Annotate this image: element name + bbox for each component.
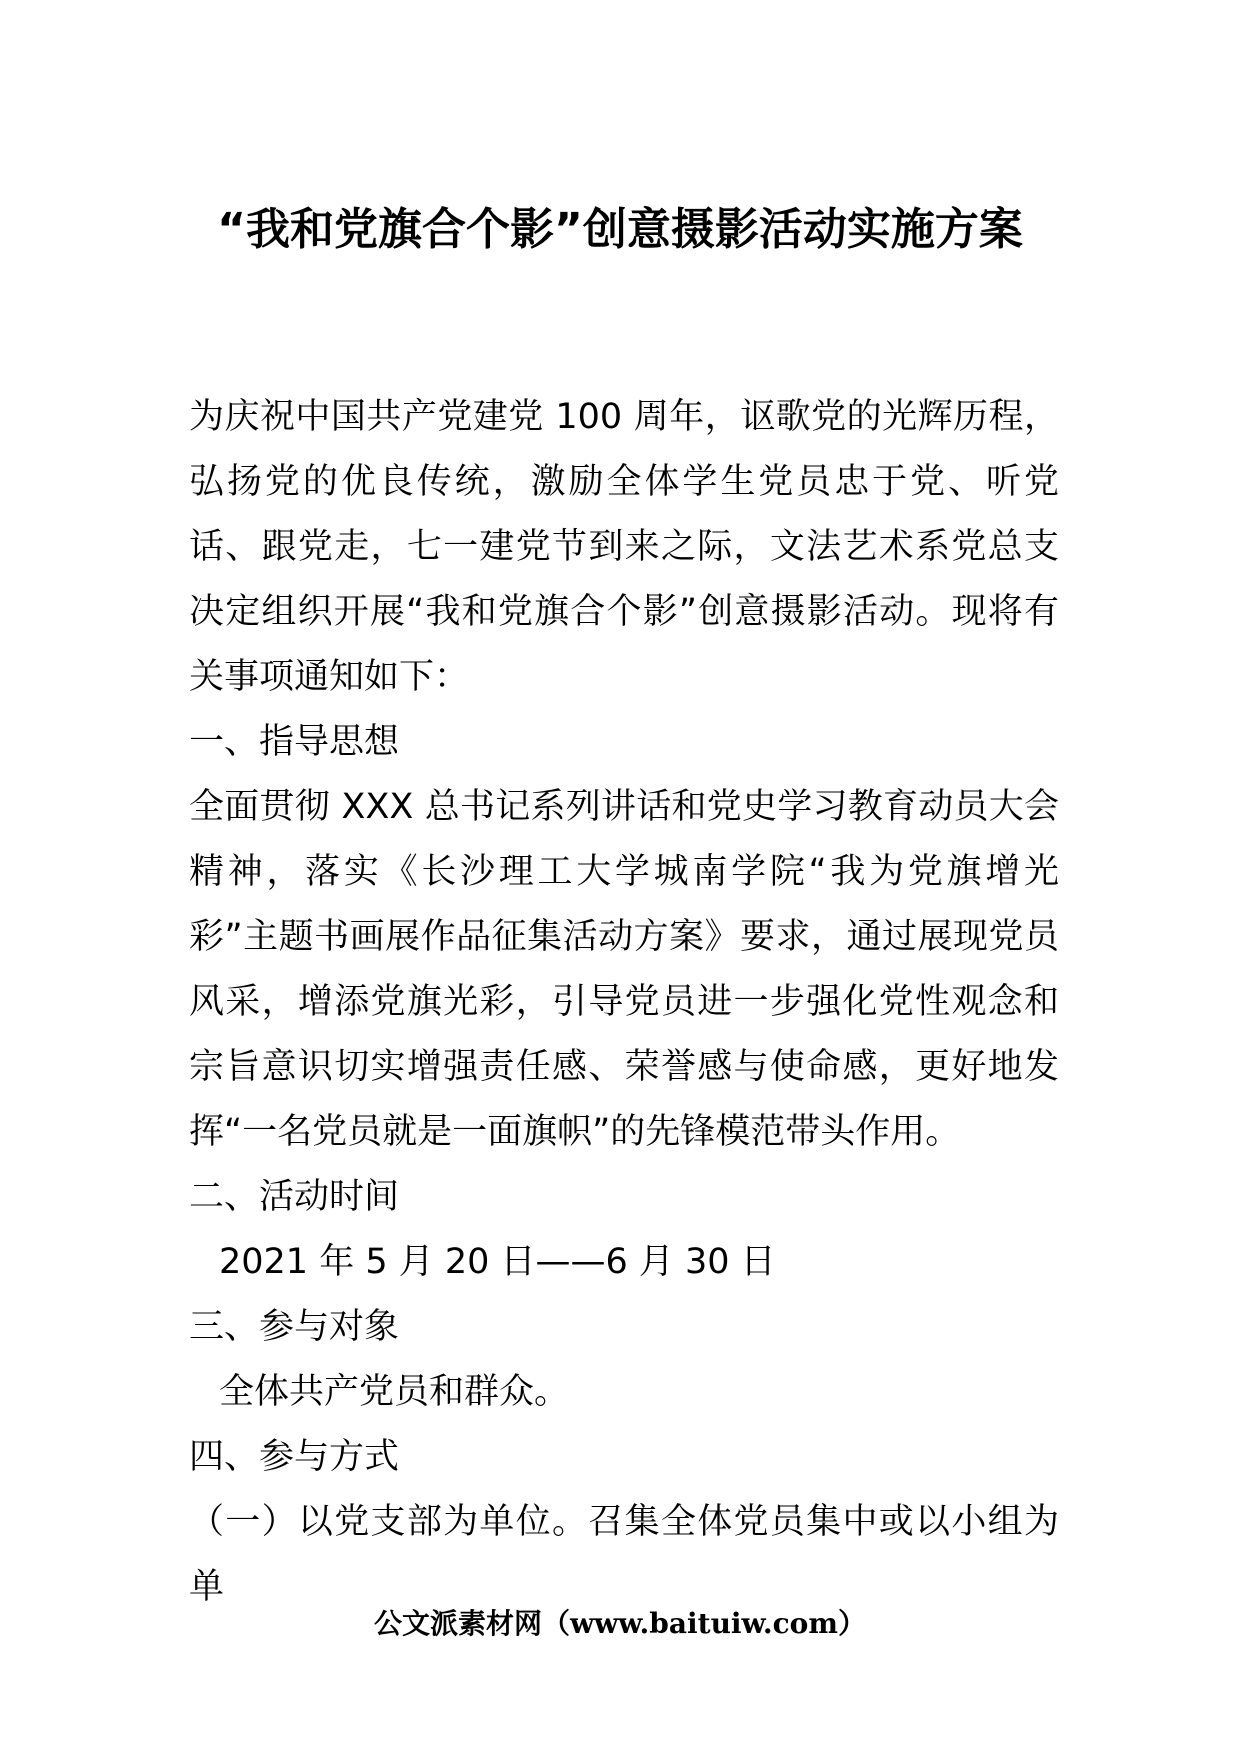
intro-paragraph: 为庆祝中国共产党建党 100 周年，讴歌党的光辉历程，弘扬党的优良传统，激励全体学生党员忠于党、听党话、跟党走，七一建党节到来之际，文法艺术系党总支决定组织开展“我和党旗合个影”创意摄影活动。现将有关事项通知如下： xyxy=(189,397,1059,697)
section-heading-guiding-thought: 一、指导思想 xyxy=(189,722,400,762)
footer-source-text: 公文派素材网（www.baituiw.com） xyxy=(374,1607,866,1640)
section-body-guiding-thought: 全面贯彻 XXX 总书记系列讲话和党史学习教育动员大会精神，落实《长沙理工大学城南学院“我为党旗增光彩”主题书画展作品征集活动方案》要求，通过展现党员风采，增添党旗光彩，引导党员进一步强化党性观念和宗旨意识切实增强责任感、荣誉感与使命感，更好地发挥“一名党员就是一面旗帜”的先锋模范带头作用。 xyxy=(189,787,1059,1152)
section-heading-participation-method: 四、参与方式 xyxy=(189,1437,400,1477)
section-heading-participants: 三、参与对象 xyxy=(189,1307,400,1347)
section-body-participants: 全体共产党员和群众。 xyxy=(219,1372,570,1412)
section-body-activity-time: 2021 年 5 月 20 日——6 月 30 日 xyxy=(219,1242,776,1282)
document-body xyxy=(189,385,1059,1620)
section-body-participation-method: （一）以党支部为单位。召集全体党员集中或以小组为单 xyxy=(189,1502,1059,1607)
document-title: “我和党旗合个影”创意摄影活动实施方案 xyxy=(217,204,1023,255)
section-heading-activity-time: 二、活动时间 xyxy=(189,1177,400,1217)
